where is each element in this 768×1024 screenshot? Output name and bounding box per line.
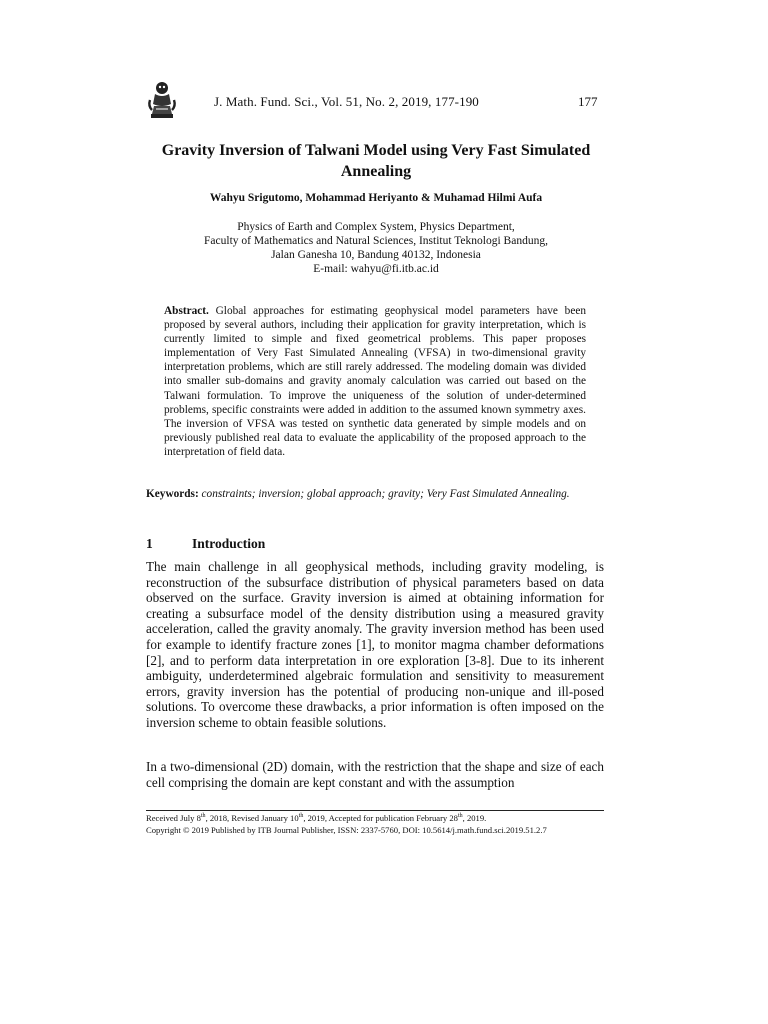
body-paragraph: The main challenge in all geophysical methods, including gravity modeling, is reconstruction of the subsurface distribution of physical parameters based on data observed on the surface. Gravity inversion is aimed at obtaining information for creating a subsurface model of the density distribution using a measured gravity acceleration, called the gravity anomaly. The gravity inversion method has been used for example to identify fracture zones [1], to monitor magma chamber deformations [2], and to perform data interpretation in ore exploration [3-8]. Due to its inherent ambiguity, underdetermined algebraic formulation and sensitivity to measurement errors, gravity inversion has the potential of producing non-unique and ill-posed solutions. To overcome these drawbacks, a prior information is often imposed on the inversion scheme to obtain feasible solutions. <box>146 559 604 730</box>
ordinal-suffix: th <box>457 813 463 820</box>
ordinal-suffix: th <box>298 813 304 820</box>
keywords-text: constraints; inversion; global approach; gravity; Very Fast Simulated Annealing. <box>198 488 570 500</box>
date-suffix: , 2019. <box>462 813 487 823</box>
section-number: 1 <box>146 536 153 551</box>
author-email: E-mail: wahyu@fi.itb.ac.id <box>313 263 439 275</box>
affiliation-line: Physics of Earth and Complex System, Physics Department, <box>237 221 515 233</box>
ordinal-suffix: th <box>200 813 206 820</box>
revised-date-text: , 2018, Revised January 10 <box>205 813 299 823</box>
section-title: Introduction <box>192 536 266 551</box>
copyright-note: Copyright © 2019 Published by ITB Journal Publisher, ISSN: 2337-5760, DOI: 10.5614/j.math.fund.sci.2019.51.2.7 <box>146 825 547 835</box>
paper-title: Gravity Inversion of Talwani Model using Very Fast Simulated Annealing <box>161 142 591 180</box>
received-dates-note <box>146 813 616 823</box>
body-paragraph: In a two-dimensional (2D) domain, with the restriction that the shape and size of each cell comprising the domain are kept constant and with the assumption <box>146 759 604 790</box>
keywords-label: Keywords: <box>146 488 199 500</box>
received-date-text: Received July 8 <box>146 813 201 823</box>
abstract-text: Global approaches for estimating geophysical model parameters have been proposed by several authors, including their application for gravity interpretation, which is currently limited to simple and fixed geometrical problems. This paper proposes implementation of Very Fast Simulated Annealing (VFSA) in two-dimensional gravity interpretation problems, which are still rarely addressed. The modeling domain was divided into smaller sub-domains and gravity anomaly calculation was carried out based on the Talwani formulation. To improve the uniqueness of the solution of under-determined problems, specific constraints were added in addition to the assumed known symmetry axes. The inversion of VFSA was tested on synthetic data generated by simple models and on previously published real data to evaluate the applicability of the proposed approach to the interpretation of field data. <box>164 305 586 458</box>
author-list: Wahyu Srigutomo, Mohammad Heriyanto & Muhamad Hilmi Aufa <box>209 192 543 204</box>
affiliation-block <box>150 220 602 276</box>
page-number: 177 <box>578 94 598 109</box>
running-head: J. Math. Fund. Sci., Vol. 51, No. 2, 2019, 177-190 <box>214 94 479 109</box>
keywords <box>146 487 604 501</box>
itb-logo-icon <box>146 80 178 120</box>
footnote-divider <box>146 810 604 811</box>
section-heading-introduction <box>146 536 265 552</box>
affiliation-line: Faculty of Mathematics and Natural Sciences, Institut Teknologi Bandung, <box>204 235 548 247</box>
abstract <box>164 304 586 459</box>
affiliation-line: Jalan Ganesha 10, Bandung 40132, Indonesia <box>271 249 481 261</box>
abstract-label: Abstract. <box>164 305 209 317</box>
accepted-date-text: , 2019, Accepted for publication February 28 <box>303 813 458 823</box>
